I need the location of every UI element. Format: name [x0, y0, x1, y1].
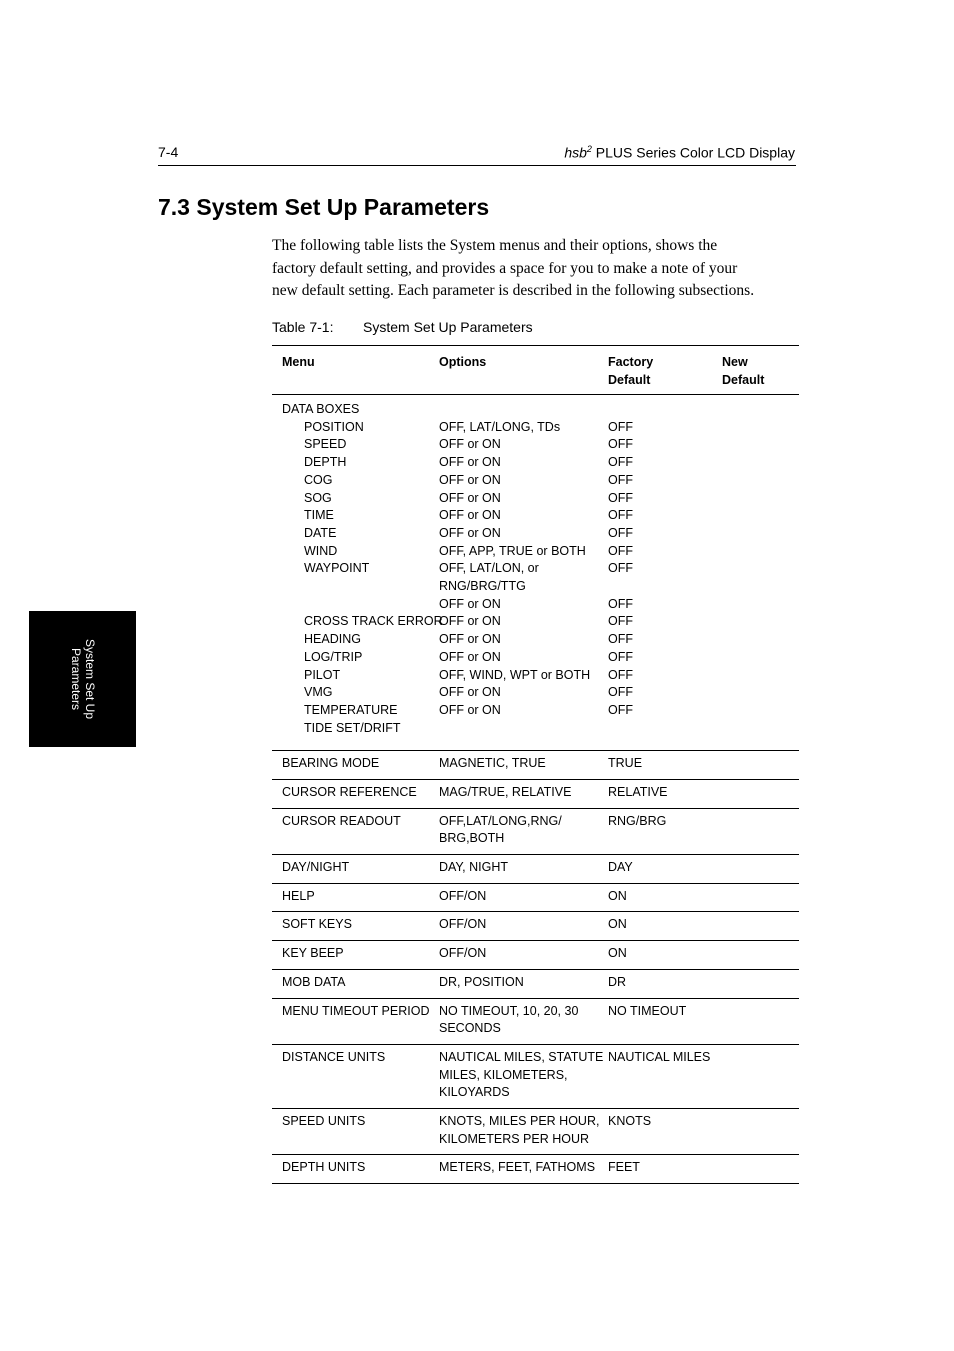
table-row [272, 999, 799, 1045]
row-menu: MENU TIMEOUT PERIOD [282, 1003, 430, 1018]
data-box-factory-default: OFF [608, 455, 633, 470]
row-options [439, 888, 486, 906]
data-box-factory-default: OFF [608, 561, 633, 576]
data-box-menu: TIDE SET/DRIFT [304, 720, 401, 735]
data-box-options: OFF or ON [439, 632, 501, 647]
data-box-menu: DATE [304, 525, 337, 540]
header-factory-line2: Default [608, 372, 651, 387]
data-box-factory-default: OFF [608, 437, 633, 452]
data-box-options: OFF or ON [439, 649, 501, 664]
data-box-factory-default: OFF [608, 702, 633, 717]
data-box-menu: PILOT [304, 667, 341, 682]
header-factory-line1: Factory [608, 355, 654, 369]
row-menu: DAY/NIGHT [282, 860, 350, 875]
option-line: DR, POSITION [439, 974, 524, 989]
option-line: MAG/TRUE, RELATIVE [439, 784, 572, 799]
data-box-menu: WIND [304, 543, 338, 558]
row-factory-default: FEET [608, 1160, 640, 1175]
row-options [439, 1113, 599, 1148]
data-box-options: OFF or ON [439, 525, 501, 540]
row-factory-default: RNG/BRG [608, 813, 667, 828]
header-rule [158, 165, 796, 166]
row-factory-default: NO TIMEOUT [608, 1003, 687, 1018]
page-number: 7-4 [158, 144, 179, 160]
data-box-factory-default: OFF [608, 525, 633, 540]
table-row [272, 780, 799, 809]
option-line: KILOYARDS [439, 1085, 510, 1100]
data-box-menu: DEPTH [304, 455, 347, 470]
row-menu: CURSOR READOUT [282, 813, 401, 828]
row-options [439, 916, 486, 934]
row-menu: HELP [282, 888, 315, 903]
option-line: OFF/ON [439, 946, 487, 961]
intro-line: factory default setting, and provides a space for you to make a note of your [272, 259, 738, 277]
row-menu: SOFT KEYS [282, 917, 352, 932]
table-row [272, 751, 799, 780]
data-box-options: OFF or ON [439, 472, 501, 487]
row-menu: SPEED UNITS [282, 1113, 366, 1128]
data-box-options: OFF or ON [439, 596, 501, 611]
table-caption-title: System Set Up Parameters [363, 319, 533, 335]
data-box-menu: HEADING [304, 632, 361, 647]
header-new-line1: New [722, 355, 748, 369]
section-title: 7.3 System Set Up Parameters [158, 194, 490, 220]
row-options [439, 1003, 578, 1038]
option-line: OFF/ON [439, 888, 487, 903]
data-box-menu: SOG [304, 490, 332, 505]
data-box-menu: LOG/TRIP [304, 649, 363, 664]
data-box-factory-default: OFF [608, 419, 633, 434]
header-options [439, 354, 486, 372]
option-line: MILES, KILOMETERS, [439, 1067, 568, 1082]
brand-name: hsb [564, 144, 587, 161]
data-box-menu: COG [304, 472, 333, 487]
row-factory-default: DR [608, 974, 627, 989]
option-line: KILOMETERS PER HOUR [439, 1131, 590, 1146]
data-box-options: OFF, LAT/LONG, TDs [439, 419, 561, 434]
table-header-row [272, 345, 799, 395]
data-box-factory-default: OFF [608, 490, 633, 505]
row-menu: DISTANCE UNITS [282, 1049, 386, 1064]
data-box-factory-default: OFF [608, 649, 633, 664]
data-box-menu: VMG [304, 685, 333, 700]
row-factory-default: DAY [608, 860, 633, 875]
table-row [272, 912, 799, 941]
row-options [439, 1049, 603, 1102]
data-box-factory-default: OFF [608, 667, 633, 682]
document-title: PLUS Series Color LCD Display [591, 144, 795, 161]
data-box-options: OFF, WIND, WPT or BOTH [439, 667, 591, 682]
row-factory-default: ON [608, 917, 627, 932]
row-factory-default: ON [608, 946, 627, 961]
option-line: METERS, FEET, FATHOMS [439, 1160, 596, 1175]
data-box-factory-default: OFF [608, 508, 633, 523]
data-box-options: OFF or ON [439, 508, 501, 523]
option-line: OFF/ON [439, 917, 487, 932]
header-menu [282, 354, 315, 372]
side-tab-label [69, 639, 97, 719]
data-box-factory-default: OFF [608, 614, 633, 629]
data-box-options: OFF, APP, TRUE or BOTH [439, 543, 586, 558]
intro-line: The following table lists the System menus and their options, shows the [272, 237, 718, 254]
data-boxes-label: DATA BOXES [282, 402, 360, 416]
table-caption-number: Table 7-1: [272, 319, 334, 335]
running-header [564, 144, 795, 161]
data-box-options: OFF or ON [439, 702, 501, 717]
row-menu: MOB DATA [282, 974, 346, 989]
data-box-menu: WAYPOINT [304, 561, 370, 576]
row-factory-default: RELATIVE [608, 784, 668, 799]
row-menu: BEARING MODE [282, 756, 380, 771]
row-factory-default: NAUTICAL MILES [608, 1049, 711, 1064]
table-row [272, 1155, 799, 1184]
data-box-factory-default: OFF [608, 685, 633, 700]
intro-paragraph [272, 235, 802, 303]
data-box-factory-default: OFF [608, 632, 633, 647]
data-box-options: OFF or ON [439, 437, 501, 452]
data-box-factory-default: OFF [608, 596, 633, 611]
table-caption [272, 319, 533, 335]
option-line: NAUTICAL MILES, STATUTE [439, 1049, 604, 1064]
brand-superscript: 2 [586, 144, 592, 154]
data-box-factory-default: OFF [608, 543, 633, 558]
row-options [439, 813, 562, 848]
header-factory-default [608, 354, 653, 389]
header-new-default [722, 354, 764, 389]
table-row [272, 809, 799, 855]
data-box-options: OFF or ON [439, 455, 501, 470]
table-row [272, 970, 799, 999]
row-factory-default: KNOTS [608, 1113, 652, 1128]
option-line: MAGNETIC, TRUE [439, 756, 546, 771]
row-options [439, 755, 546, 773]
table-row [272, 1045, 799, 1109]
row-options [439, 974, 524, 992]
data-box-options: OFF or ON [439, 490, 501, 505]
option-line: OFF,LAT/LONG,RNG/ [439, 813, 562, 828]
data-box-factory-default: OFF [608, 472, 633, 487]
data-boxes-row [272, 395, 799, 751]
row-menu: DEPTH UNITS [282, 1160, 366, 1175]
header-options-label: Options [439, 355, 487, 369]
row-factory-default: TRUE [608, 756, 643, 771]
data-box-options: OFF, LAT/LON, or [439, 561, 539, 576]
data-box-options: OFF or ON [439, 685, 501, 700]
row-options [439, 859, 508, 877]
data-box-menu: SPEED [304, 437, 347, 452]
row-menu: CURSOR REFERENCE [282, 784, 417, 799]
row-options [439, 1159, 595, 1177]
data-box-options: RNG/BRG/TTG [439, 579, 526, 593]
data-box-options: OFF or ON [439, 614, 501, 629]
side-tab-line: Parameters [68, 647, 83, 711]
table-row [272, 941, 799, 970]
option-line: SECONDS [439, 1021, 501, 1036]
table-row [272, 1109, 799, 1155]
row-factory-default: ON [608, 888, 627, 903]
data-box-menu: POSITION [304, 419, 364, 434]
option-line: NO TIMEOUT, 10, 20, 30 [439, 1003, 579, 1018]
header-menu-label: Menu [282, 355, 315, 369]
intro-line: new default setting. Each parameter is described in the following subsections. [272, 282, 755, 299]
header-new-line2: Default [722, 372, 765, 387]
chapter-side-tab [29, 611, 136, 747]
row-options [439, 945, 486, 963]
table-row [272, 884, 799, 913]
option-line: BRG,BOTH [439, 831, 505, 846]
option-line: KNOTS, MILES PER HOUR, [439, 1113, 600, 1128]
option-line: DAY, NIGHT [439, 860, 508, 875]
parameters-table [272, 345, 799, 1184]
data-box-menu: TIME [304, 508, 334, 523]
side-tab-line: System Set Up [82, 638, 97, 720]
row-options [439, 784, 571, 802]
table-row [272, 855, 799, 884]
row-menu: KEY BEEP [282, 946, 344, 961]
data-box-menu: CROSS TRACK ERROR [304, 614, 443, 629]
data-box-menu: TEMPERATURE [304, 702, 398, 717]
